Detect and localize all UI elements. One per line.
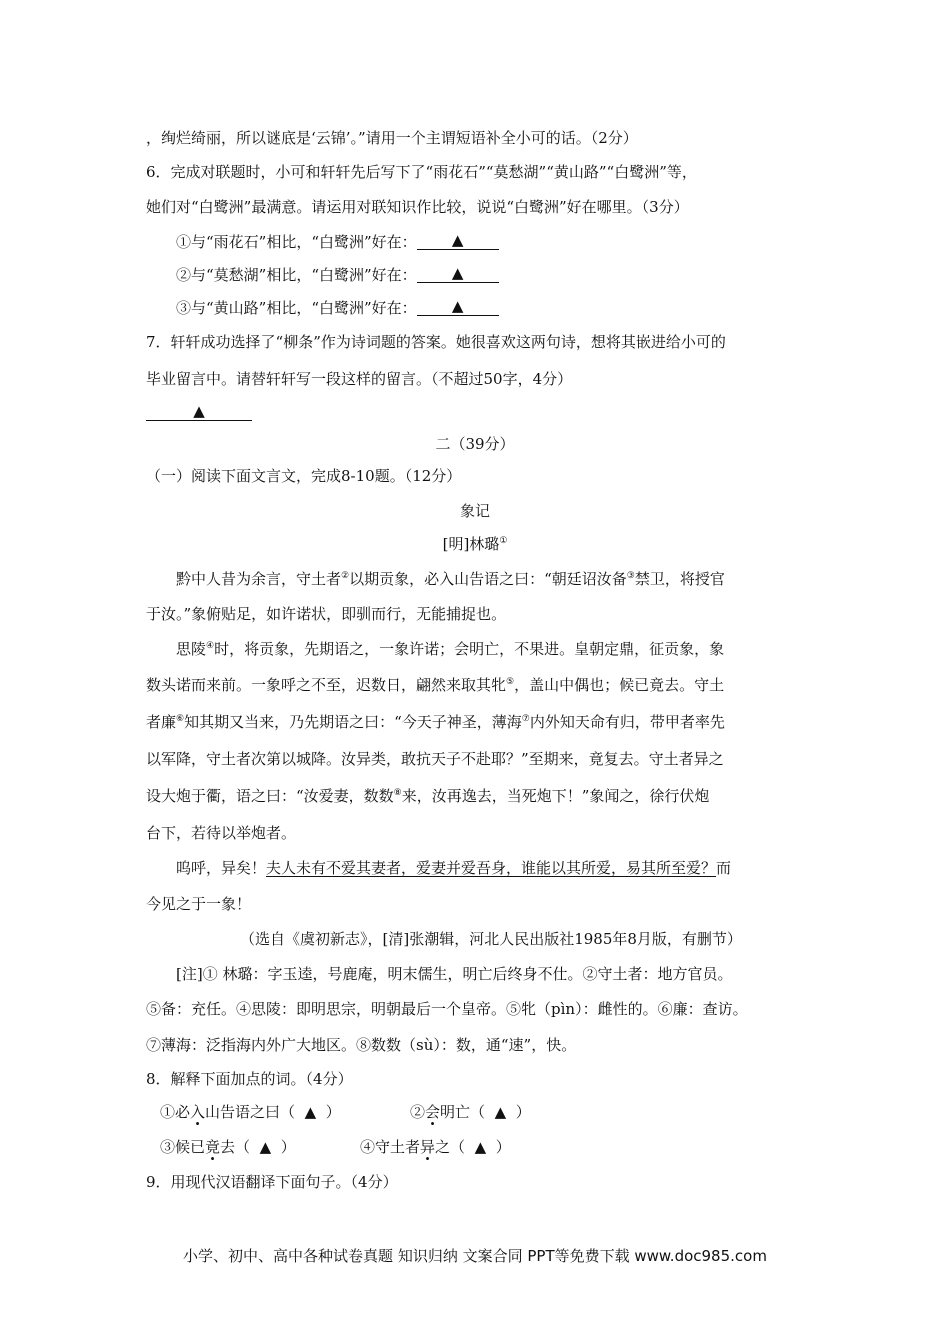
paragraph-2-line1: 思陵④时，将贡象，先期语之，一象许诺；会明亡，不果进。皇朝定鼎，征贡象，象 bbox=[176, 640, 725, 658]
q6-line1: 6．完成对联题时，小可和轩轩先后写下了“雨花石”“莫愁湖”“黄山路”“白鹭洲”等， bbox=[146, 163, 697, 181]
answer-blank: ▲ bbox=[146, 403, 252, 421]
q7-line2: 毕业留言中。请替轩轩写一段这样的留言。（不超过50字，4分） bbox=[146, 370, 573, 388]
paragraph-1-line2: 于汝。”象俯贴足，如许诺状，即驯而行，无能捕捉也。 bbox=[146, 605, 507, 623]
section-heading: 二（39分） bbox=[435, 435, 515, 453]
text-title: 象记 bbox=[459, 502, 490, 520]
text-author: [明]林璐① bbox=[442, 535, 508, 553]
answer-blank: ▲ bbox=[417, 298, 499, 316]
q8-item-2: ②会明亡（ ▲ ） bbox=[410, 1103, 531, 1121]
footer-text: 小学、初中、高中各种试卷真题 知识归纳 文案合同 PPT等免费下载 www.doc985.com bbox=[183, 1247, 767, 1265]
paragraph-2-line4: 以军降，守土者次第以城降。汝异类，敢抗天子不赴耶？”至期来，竟复去。守土者异之 bbox=[146, 750, 724, 768]
paragraph-3-line2: 今见之于一象！ bbox=[146, 895, 252, 913]
q6-item-1: ①与“雨花石”相比，“白鹭洲”好在： ▲ bbox=[176, 232, 499, 252]
q8-row1 bbox=[160, 1102, 531, 1122]
paragraph-2-line5: 设大炮于衢，语之曰：“汝爱妻，数数⑧来，汝再逸去，当死炮下！”象闻之，徐行伏炮 bbox=[146, 787, 710, 805]
q9-stem: 9．用现代汉语翻译下面句子。（4分） bbox=[146, 1173, 398, 1191]
answer-blank: ▲ bbox=[417, 232, 499, 250]
q6-item-3: ③与“黄山路”相比，“白鹭洲”好在： ▲ bbox=[176, 298, 499, 318]
q6-item-2: ②与“莫愁湖”相比，“白鹭洲”好在： ▲ bbox=[176, 265, 499, 285]
paragraph-2-line3: 者廉⑥知其期又当来，乃先期语之曰：“今天子神圣，薄海⑦内外知天命有归，带甲者率先 bbox=[146, 713, 725, 731]
underlined-sentence: 夫人未有不爱其妻者，爱妻并爱吾身，谁能以其所爱，易其所至爱？ bbox=[266, 859, 717, 877]
paragraph-2-line6: 台下，若待以举炮者。 bbox=[146, 824, 297, 842]
answer-blank: ▲ bbox=[417, 265, 499, 283]
source-citation: （选自《虞初新志》，[清]张潮辑，河北人民出版社1985年8月版，有删节） bbox=[240, 930, 742, 948]
q5-tail: ，绚烂绮丽，所以谜底是‘云锦’。”请用一个主谓短语补全小可的话。（2分） bbox=[146, 129, 638, 147]
q8-row2 bbox=[160, 1137, 511, 1157]
q8-item-1: ①必入山告语之曰（ ▲ ） bbox=[160, 1103, 341, 1121]
paragraph-1-line1: 黔中人昔为余言，守土者②以期贡象，必入山告语之曰：“朝廷诏汝备③禁卫，将授官 bbox=[176, 570, 725, 588]
note-line3: ⑦薄海：泛指海内外广大地区。⑧数数（sù）：数，通“速”，快。 bbox=[146, 1036, 577, 1054]
q6-line2: 她们对“白鹭洲”最满意。请运用对联知识作比较，说说“白鹭洲”好在哪里。（3分） bbox=[146, 198, 689, 216]
note-line1: [注]① 林璐：字玉逵，号鹿庵，明末儒生，明亡后终身不仕。②守土者：地方官员。 bbox=[176, 965, 733, 983]
paragraph-2-line2: 数头诺而来前。一象呼之不至，迟数日，翩然来取其牝⑤，盖山中偶也；候已竟去。守土 bbox=[146, 676, 725, 694]
q8-item-4: ④守土者异之（ ▲ ） bbox=[360, 1138, 511, 1156]
q8-stem: 8．解释下面加点的词。（4分） bbox=[146, 1070, 353, 1088]
paragraph-3-line1: 呜呼，异矣！夫人未有不爱其妻者，爱妻并爱吾身，谁能以其所爱，易其所至爱？而 bbox=[176, 859, 732, 877]
part-instruction: （一）阅读下面文言文，完成8-10题。（12分） bbox=[146, 467, 462, 485]
q7-answer-line bbox=[146, 401, 252, 421]
q8-item-3: ③候已竟去（ ▲ ） bbox=[160, 1138, 296, 1156]
q7-line1: 7．轩轩成功选择了“柳条”作为诗词题的答案。她很喜欢这两句诗，想将其嵌进给小可的 bbox=[146, 333, 726, 351]
note-line2: ⑤备：充任。④思陵：即明思宗，明朝最后一个皇帝。⑤牝（pìn）：雌性的。⑥廉：查访。 bbox=[146, 1000, 748, 1018]
